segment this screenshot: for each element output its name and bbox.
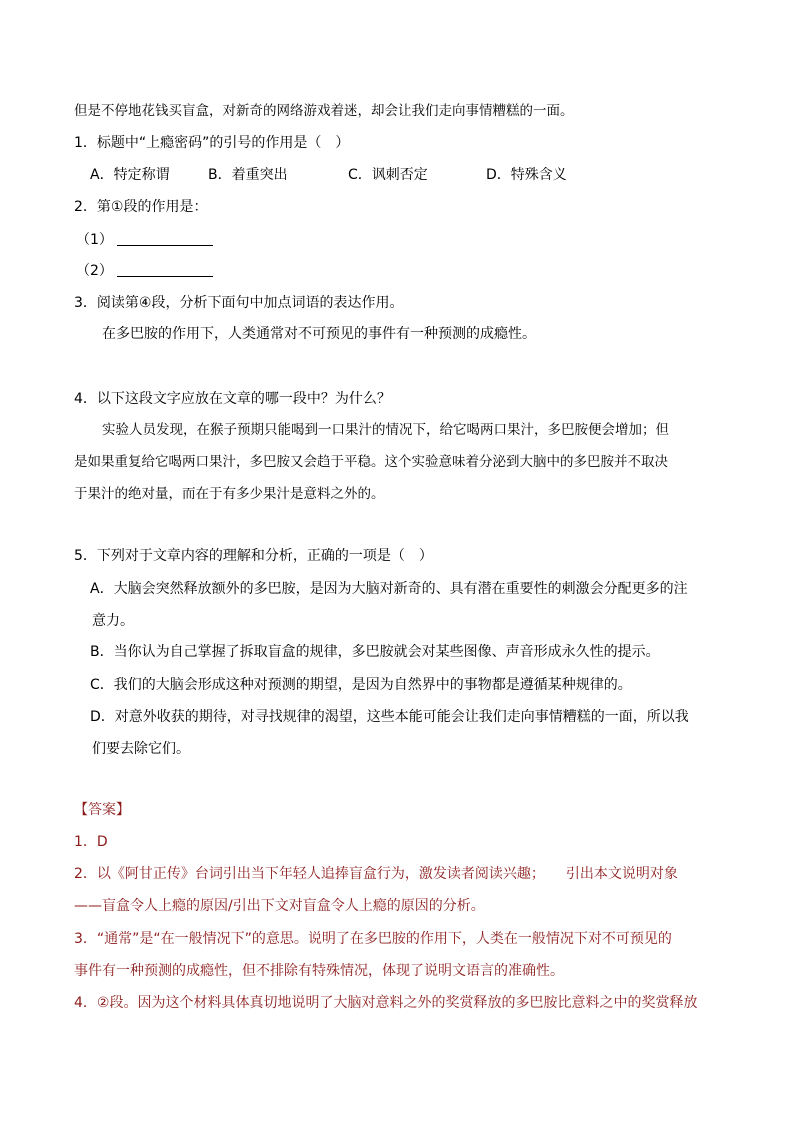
option-c[interactable]: C．讽刺否定 xyxy=(348,167,428,183)
question-3-sentence: 在多巴胺的作用下，人类通常对不可预见的事件有一种预测的成瘾性。 xyxy=(102,326,536,342)
answer-line-3: ——盲盒令人上瘾的原因/引出下文对盲盒令人上瘾的原因的分析。 xyxy=(74,898,485,914)
option-b[interactable]: B．着重突出 xyxy=(208,167,288,183)
answer-blank-2[interactable] xyxy=(117,262,213,277)
question-4-stem: 4．以下这段文字应放在文章的哪一段中？为什么？ xyxy=(74,391,391,407)
option-c-line[interactable]: C．我们的大脑会形成这种对预测的期望，是因为自然界中的事物都是遵循某种规律的。 xyxy=(90,677,632,693)
answers-header: 【答案】 xyxy=(74,802,130,818)
question-2-blank-1 xyxy=(76,231,213,249)
question-4-passage-line-1: 实验人员发现，在猴子预期只能喝到一口果汁的情况下，给它喝两口果汁，多巴胺便会增加；但 xyxy=(102,422,669,438)
question-2-blank-2 xyxy=(76,262,213,280)
intro-text: 但是不停地花钱买盲盒，对新奇的网络游戏着迷，却会让我们走向事情糟糕的一面。 xyxy=(74,103,574,119)
answer-line-2: 2．以《阿甘正传》台词引出当下年轻人追捧盲盒行为，激发读者阅读兴趣； 引出本文说明对象 xyxy=(74,866,678,882)
blank-label-2: （2） xyxy=(76,263,113,279)
question-4-passage-line-3: 于果汁的绝对量，而在于有多少果汁是意料之外的。 xyxy=(74,486,385,502)
option-b-line[interactable]: B．当你认为自己掌握了拆取盲盒的规律，多巴胺就会对某些图像、声音形成永久性的提示。 xyxy=(90,644,660,660)
question-1-stem: 1．标题中“上瘾密码”的引号的作用是（ ） xyxy=(74,135,350,151)
blank-label-1: （1） xyxy=(76,232,113,248)
option-a-line-2[interactable]: 意力。 xyxy=(92,613,134,629)
question-5-stem: 5．下列对于文章内容的理解和分析，正确的一项是（ ） xyxy=(74,548,433,564)
option-d-line-1[interactable]: D．对意外收获的期待，对寻找规律的渴望，这些本能可能会让我们走向事情糟糕的一面，所以我 xyxy=(90,709,689,725)
option-d-line-2[interactable]: 们要去除它们。 xyxy=(92,741,190,757)
answer-blank-1[interactable] xyxy=(117,231,213,246)
question-3-stem: 3．阅读第④段，分析下面句中加点词语的表达作用。 xyxy=(74,295,404,311)
answer-line-4: 3．“通常”是“在一般情况下”的意思。说明了在多巴胺的作用下，人类在一般情况下对不可预见的 xyxy=(74,931,672,947)
question-2-stem: 2．第①段的作用是： xyxy=(74,199,208,215)
answer-line-1: 1．D xyxy=(74,834,108,850)
answer-line-5: 事件有一种预测的成瘾性，但不排除有特殊情况，体现了说明文语言的准确性。 xyxy=(74,963,564,979)
question-4-passage-line-2: 是如果重复给它喝两口果汁，多巴胺又会趋于平稳。这个实验意味着分泌到大脑中的多巴胺并不取决 xyxy=(74,454,668,470)
option-a-line-1[interactable]: A．大脑会突然释放额外的多巴胺，是因为大脑对新奇的、具有潜在重要性的刺激会分配更多的注 xyxy=(90,581,688,597)
answer-line-6: 4．②段。因为这个材料具体真切地说明了大脑对意料之外的奖赏释放的多巴胺比意料之中的奖赏释放 xyxy=(74,995,698,1011)
option-d[interactable]: D．特殊含义 xyxy=(486,167,567,183)
option-a[interactable]: A．特定称谓 xyxy=(90,167,170,183)
